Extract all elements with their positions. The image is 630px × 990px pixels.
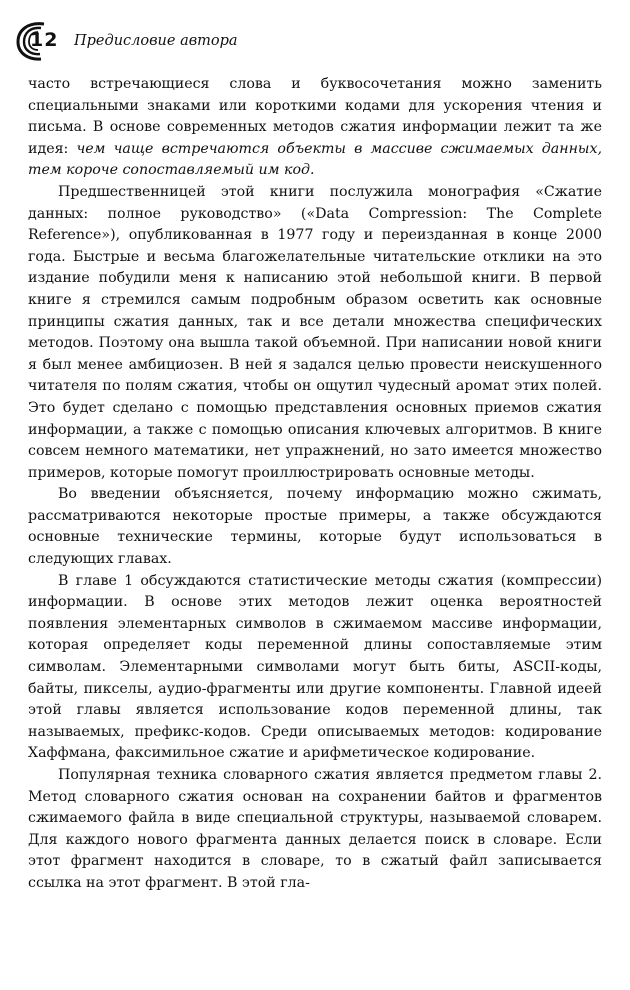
paragraph-3: Во введении объясняется, почему информацию можно сжимать, рассматриваются некоторые простые примеры, а также обсуждаются основные технические термины, которые будут использоваться в следующих главах. [28,486,602,568]
page-number-emblem [14,20,64,62]
page-body [28,74,602,895]
paragraph-2: Предшественницей этой книги послужила монография «Сжатие данных: полное руководство» («Data Compression: The Complete Reference»), опубликованная в 1977 году и переизданная в конце 2000 года. Быстрые и весьма благожелательные читательские отклики на это издание побудили меня к написанию этой небольшой книги. В первой книге я стремился самым подробным образом осветить как основные принципы сжатия данных, так и все детали множества специфических методов. Поэтому она вышла такой объемной. При написании новой книги я был менее амбициозен. В ней я задался целью провести неискушенного читателя по полям сжатия, чтобы он ощутил чудесный аромат этих полей. Это будет сделано с помощью представления основных приемов сжатия информации, а также с помощью описания ключевых алгоритмов. В книге совсем немного математики, нет упражнений, но зато имеется множество примеров, которые помогут проиллюстрировать основные методы. [28,183,602,481]
page-number: 12 [30,29,59,51]
paragraph-1 [28,74,602,182]
paragraph-5: Популярная техника словарного сжатия является предметом главы 2. Метод словарного сжатия основан на сохранении байтов и фрагментов сжимаемого файла в виде специальной структуры, называемой словарем. Для каждого нового фрагмента данных делается поиск в словаре. Если этот фрагмент находится в словаре, то в сжатый файл записывается ссылка на этот фрагмент. В этой гла- [28,767,602,891]
paragraph-1-text: часто встречающиеся слова и буквосочетания можно заменить специальными знаками или короткими кодами для ускорения чтения и письма. В основе современных методов сжатия информации лежит та же идея: [28,76,602,157]
paragraph-4: В главе 1 обсуждаются статистические методы сжатия (компрессии) информации. В основе этих методов лежит оценка вероятностей появления элементарных символов в сжимаемом массиве информации, которая определяет коды переменной длины сопоставляемые этим символам. Элементарными символами могут быть биты, ASCII-коды, байты, пикселы, аудио-фрагменты или другие компоненты. Главной идеей этой главы является использование кодов переменной длины, так называемых, префикс-кодов. Среди описываемых методов: кодирование Хаффмана, факсимильное сжатие и арифметическое кодирование. [28,572,602,762]
paragraph-1-emphasis: чем чаще встречаются объекты в массиве сжимаемых данных, тем короче сопоставляемый им код. [28,140,602,179]
running-title: Предисловие автора [74,33,238,49]
page-header [14,20,614,62]
